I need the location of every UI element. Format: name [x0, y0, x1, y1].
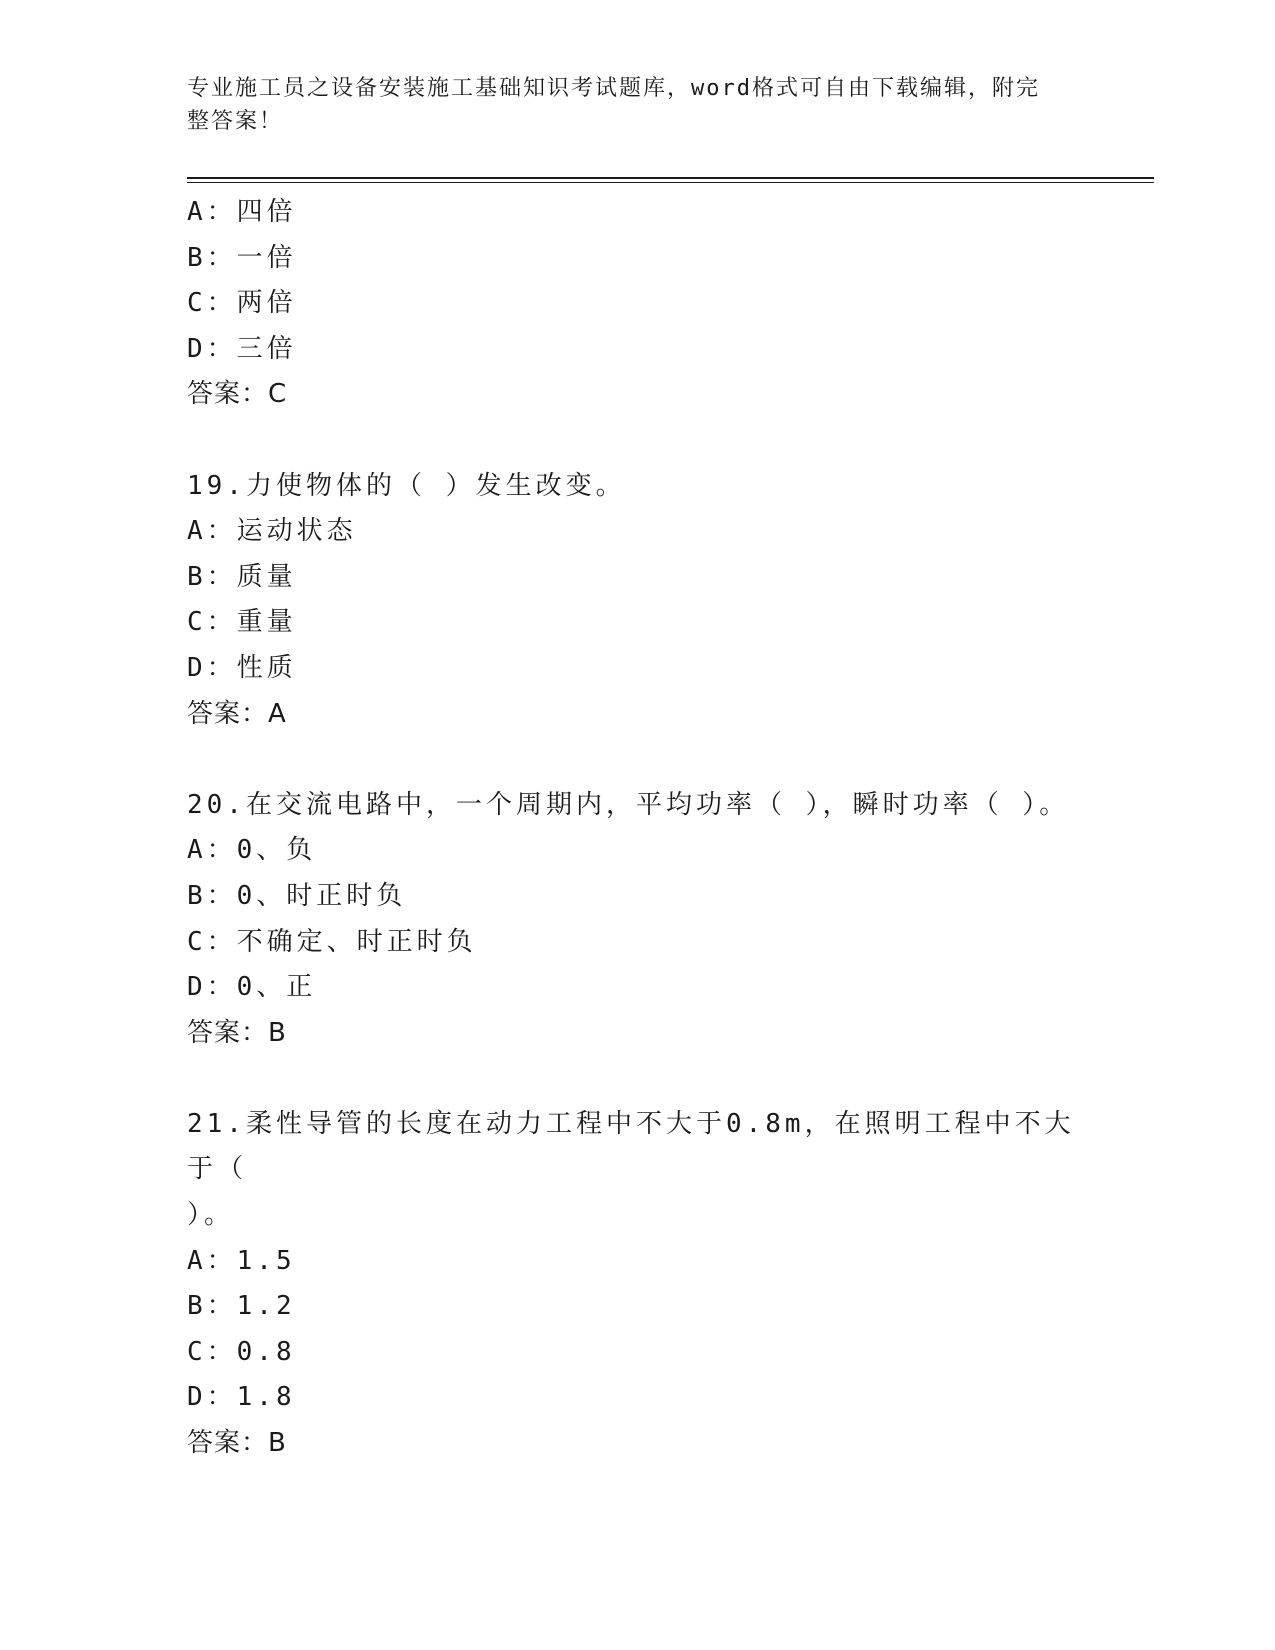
answer: 答案：B: [187, 1428, 287, 1459]
option-c: C：两倍: [187, 288, 297, 319]
question-stem-line-2: ）。: [187, 1200, 235, 1231]
question-list: [187, 190, 1087, 1467]
answer: 答案：A: [187, 698, 287, 729]
answer: 答案：C: [187, 379, 288, 410]
option-d: D：性质: [187, 652, 297, 683]
question-stem-line-1: 21.柔性导管的长度在动力工程中不大于0.8m，在照明工程中不大于（: [187, 1108, 1075, 1185]
document-header: [187, 72, 1067, 138]
spacer: [187, 418, 1087, 464]
header-divider-thin: [187, 182, 1154, 183]
option-c: C：重量: [187, 607, 297, 638]
option-a: A：四倍: [187, 197, 297, 227]
question-19: [187, 464, 1087, 738]
header-title-line-2: 整答案！: [187, 109, 284, 134]
question-stem: 20.在交流电路中，一个周期内，平均功率（ ），瞬时功率（ ）。: [187, 789, 1070, 820]
option-a: A：运动状态: [187, 516, 357, 547]
question-21: [187, 1102, 1087, 1467]
option-d: D：三倍: [187, 333, 297, 364]
option-d: D：1.8: [187, 1382, 296, 1413]
option-a: A：0、负: [187, 835, 317, 866]
option-b: B：0、时正时负: [187, 880, 407, 911]
option-c: C：不确定、时正时负: [187, 926, 477, 957]
option-c: C：0.8: [187, 1336, 296, 1367]
question-20: [187, 783, 1087, 1057]
option-b: B：一倍: [187, 242, 297, 273]
spacer: [187, 1056, 1087, 1102]
option-d: D：0、正: [187, 972, 317, 1003]
spacer: [187, 737, 1087, 783]
header-title-line-1: 专业施工员之设备安装施工基础知识考试题库，word格式可自由下载编辑，附完: [187, 76, 1040, 101]
question-18: [187, 190, 1087, 418]
header-divider-thick: [187, 177, 1154, 179]
question-stem: 19.力使物体的（ ）发生改变。: [187, 470, 626, 501]
option-b: B：1.2: [187, 1291, 296, 1322]
answer: 答案：B: [187, 1017, 287, 1048]
option-a: A：1.5: [187, 1245, 296, 1276]
option-b: B：质量: [187, 561, 297, 592]
